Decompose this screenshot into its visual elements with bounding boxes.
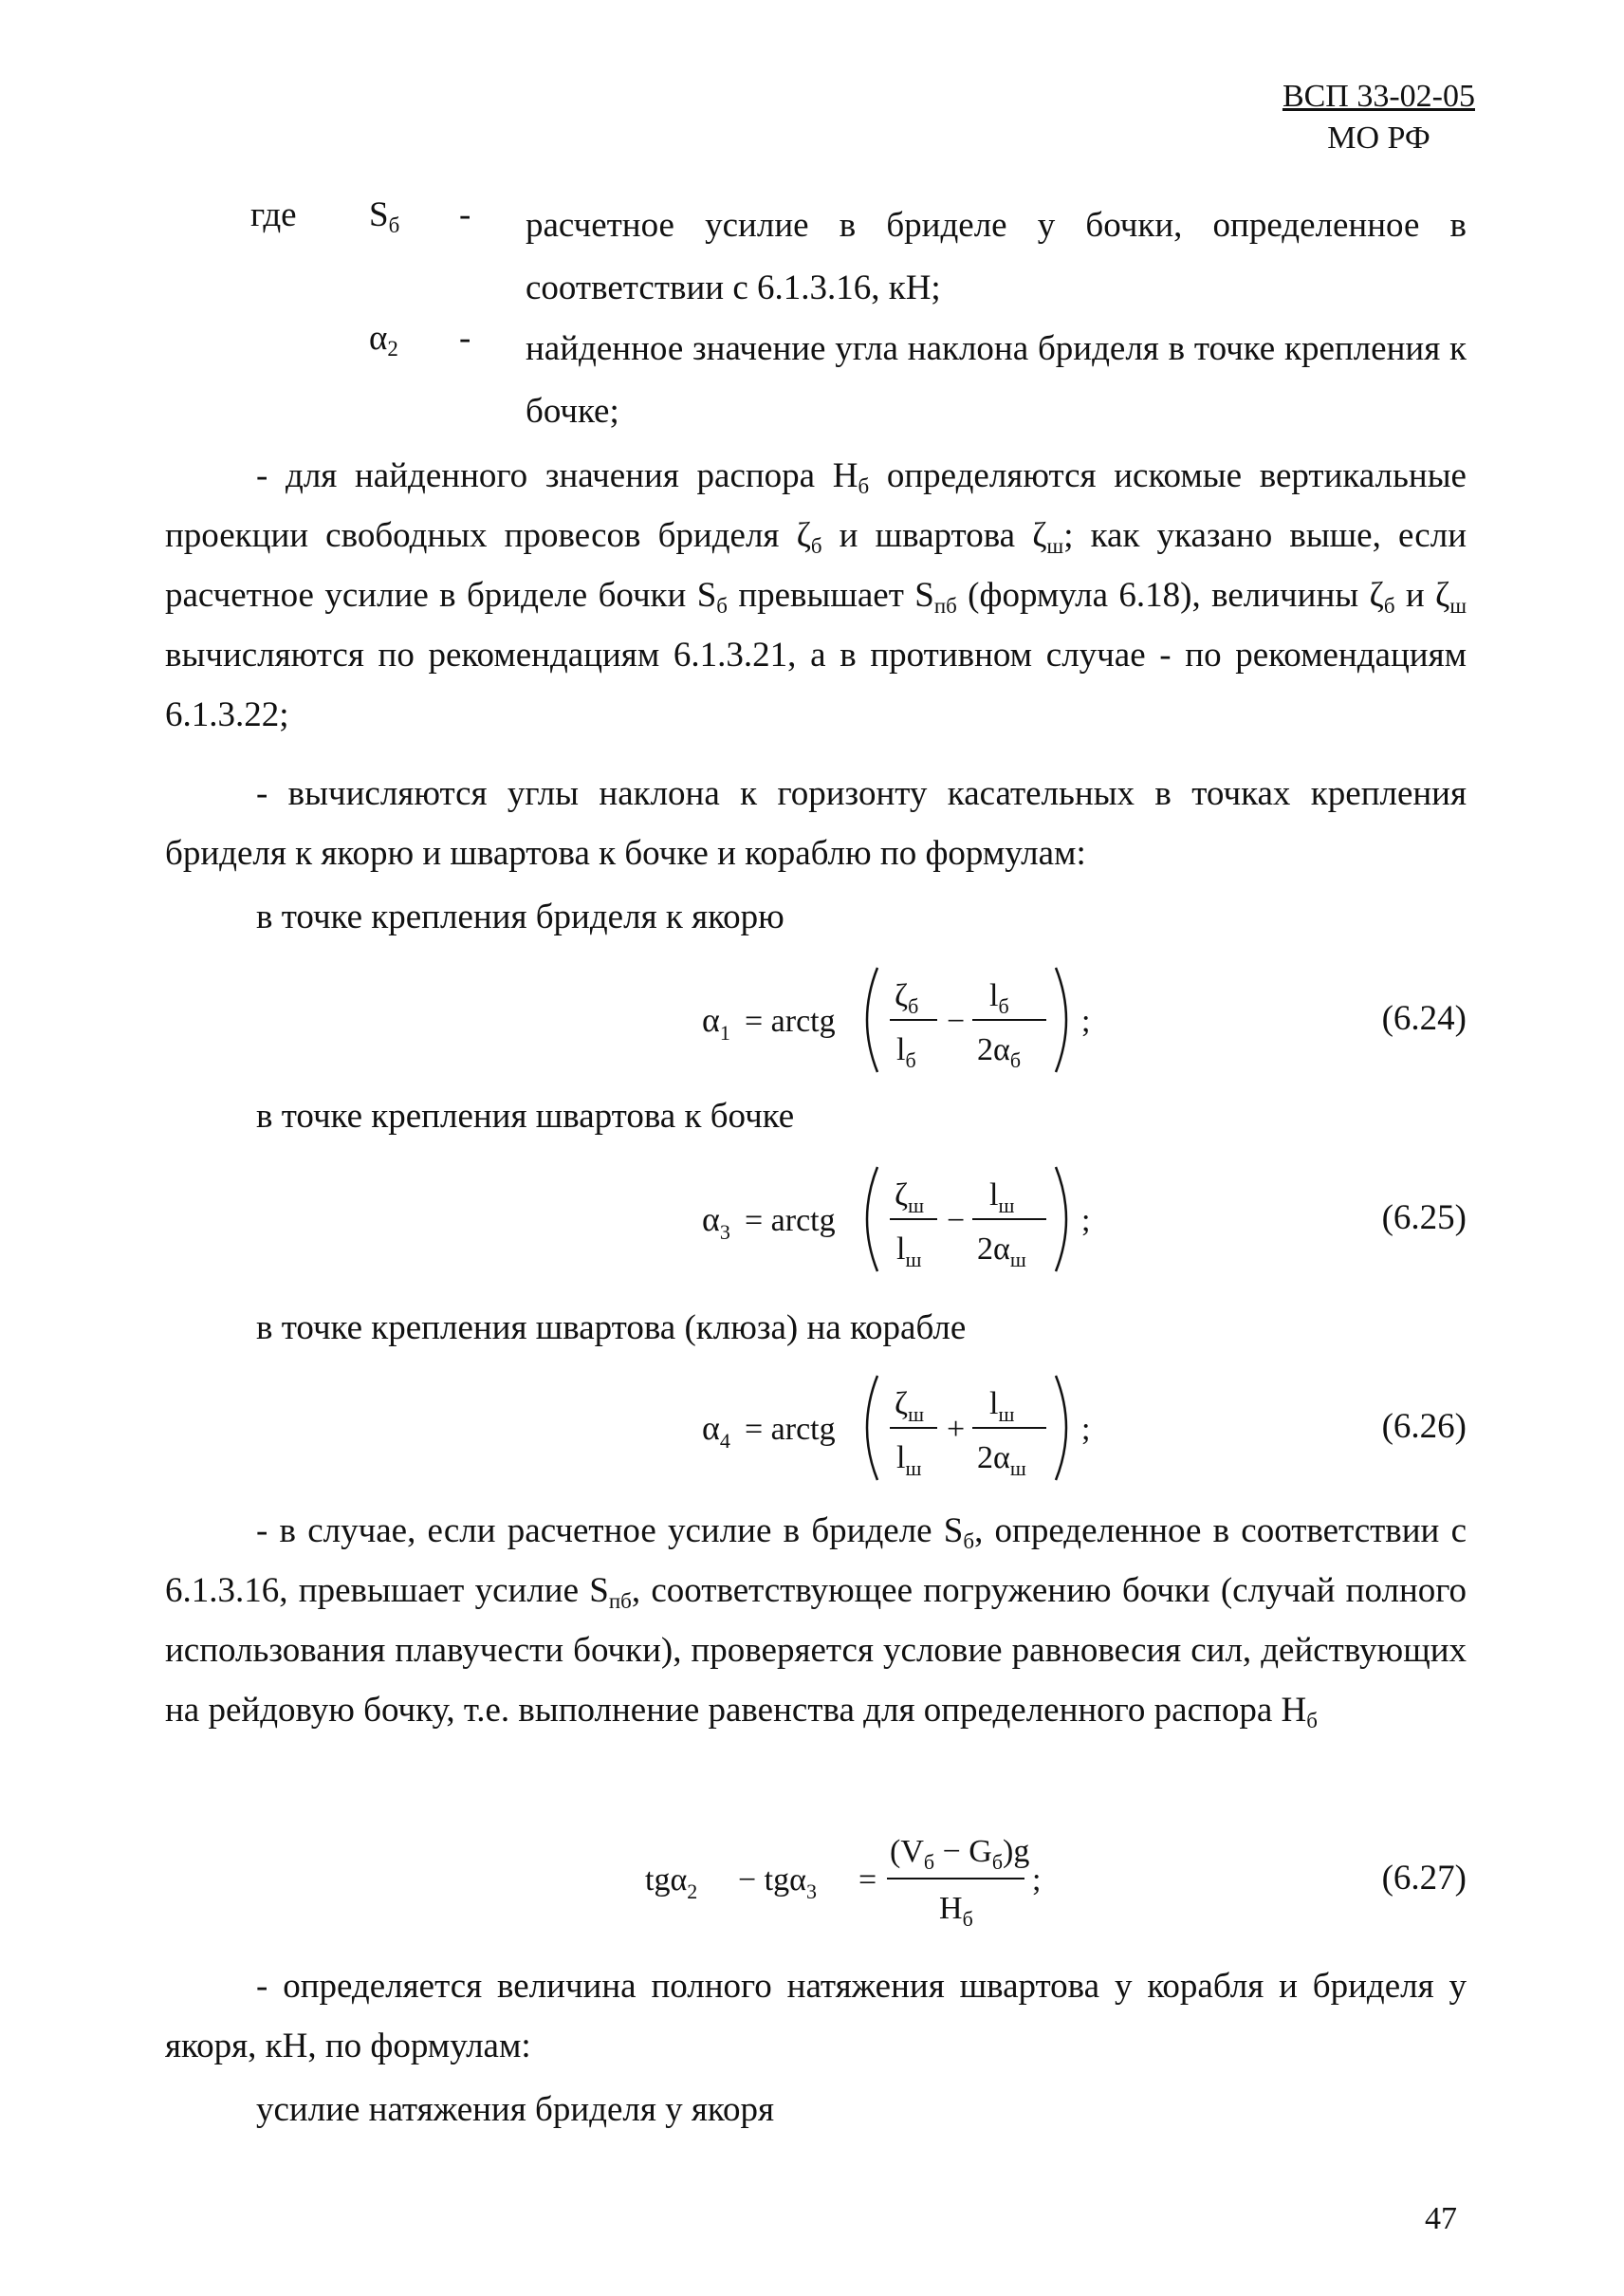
paragraph-angles: - вычисляются углы наклона к горизонту касательных в точках крепления бриделя к якорю и швартова к бочке и кораблю по формулам:	[165, 774, 1467, 873]
formula-6-26-svg	[569, 1361, 1233, 1494]
formula-lhs: $\alpha_3$	[702, 1200, 730, 1244]
definition-symbol: $S_б$	[369, 195, 400, 237]
lead-ship-point: в точке крепления швартова (клюза) на корабле	[256, 1308, 967, 1347]
formula-tail: ;	[1081, 1412, 1091, 1447]
document-code: ВСП 33-02-05	[1282, 79, 1475, 114]
equation-number-6-26: (6.26)	[1381, 1407, 1467, 1446]
formula-lhs: $\alpha_1$	[702, 1001, 730, 1045]
formula-6-24	[569, 954, 1233, 1086]
formula-operator: +	[947, 1412, 966, 1447]
fraction-1-numerator: $\zeta_ш$	[895, 1177, 925, 1217]
fraction-1-numerator: $\zeta_б$	[895, 978, 919, 1018]
definition-text: найденное значение угла наклона бриделя в точке крепления к бочке;	[526, 329, 1467, 431]
formula-numerator: $(V_б - G_б)g$	[890, 1834, 1030, 1874]
formula-6-26	[569, 1361, 1233, 1494]
formula-func: = arctg	[745, 1004, 836, 1039]
formula-func: = arctg	[745, 1412, 836, 1447]
formula-denominator: $H_б$	[939, 1891, 973, 1931]
page-number: 47	[1425, 2201, 1457, 2237]
fraction-1-denominator: $l_б$	[896, 1032, 916, 1072]
left-paren	[867, 1167, 877, 1271]
formula-lhs: $\alpha_4$	[702, 1409, 730, 1453]
equation-number-6-27: (6.27)	[1381, 1859, 1467, 1898]
definition-dash: -	[459, 319, 471, 358]
fraction-1-denominator: $l_ш$	[896, 1440, 922, 1480]
left-paren	[867, 1376, 877, 1480]
definition-symbol: $\alpha_2$	[369, 319, 398, 361]
document-org: МО РФ	[1327, 120, 1430, 156]
definition-dash: -	[459, 195, 471, 234]
formula-operator: −	[947, 1004, 966, 1039]
lead-anchor-tension: усилие натяжения бриделя у якоря	[256, 2090, 774, 2129]
fraction-2-denominator: $2\alpha_ш$	[977, 1231, 1026, 1271]
formula-6-25	[569, 1153, 1233, 1286]
formula-lhs-b: − tgα$_3$	[738, 1862, 817, 1903]
right-paren	[1056, 968, 1066, 1072]
lead-anchor-point: в точке крепления бриделя к якорю	[256, 898, 784, 936]
equation-number-6-24: (6.24)	[1381, 999, 1467, 1038]
definition-text: расчетное усилие в бриделе у бочки, определенное в соответствии с 6.1.3.16, кН;	[526, 206, 1467, 307]
formula-lhs-a: tgα$_2$	[645, 1862, 698, 1903]
formula-func: = arctg	[745, 1203, 836, 1238]
paragraph-equilibrium: - в случае, если расчетное усилие в бриделе $S_б$, определенное в соответствии с 6.1.3.16, превышает усилие $S_{пб}$, соответствующее погружению бочки (случай полного использования плавучести бочки), проверяется условие равновесия сил, действующих на рейдовую бочку, т.е. выполнение равенства для определенного распора $H_б$	[165, 1511, 1467, 1732]
formula-6-25-svg	[569, 1153, 1233, 1286]
fraction-2-numerator: $l_ш$	[989, 1177, 1015, 1217]
formula-6-24-svg	[569, 954, 1233, 1086]
fraction-1-denominator: $l_ш$	[896, 1231, 922, 1271]
definition-alpha-2	[165, 318, 1467, 432]
document-header	[1283, 76, 1475, 159]
equation-number-6-25: (6.25)	[1381, 1198, 1467, 1237]
left-paren	[867, 968, 877, 1072]
definition-s-b	[165, 194, 1467, 308]
formula-tail: ;	[1081, 1203, 1091, 1238]
formula-6-27	[626, 1812, 1290, 1945]
fraction-2-denominator: $2\alpha_б$	[977, 1032, 1022, 1072]
definition-lead: где	[250, 195, 297, 234]
formula-tail: ;	[1081, 1004, 1091, 1039]
lead-buoy-point: в точке крепления швартова к бочке	[256, 1097, 795, 1136]
fraction-1-numerator: $\zeta_ш$	[895, 1386, 925, 1426]
fraction-2-numerator: $l_б$	[989, 978, 1009, 1018]
formula-tail: ;	[1032, 1862, 1042, 1898]
right-paren	[1056, 1376, 1066, 1480]
fraction-2-denominator: $2\alpha_ш$	[977, 1440, 1026, 1480]
formula-operator: −	[947, 1203, 966, 1238]
formula-6-27-svg	[626, 1812, 1290, 1945]
paragraph-projections: - для найденного значения распора $H_б$ определяются искомые вертикальные проекции свободных провесов бриделя $\zeta_б$ и швартова $\zeta_ш$; как указано выше, если расчетное усилие в бриделе бочки $S_б$ превышает $S_{пб}$ (формула 6.18), величины $\zeta_б$ и $\zeta_ш$ вычисляются по рекомендациям 6.1.3.21, а в противном случае - по рекомендациям 6.1.3.22;	[165, 456, 1467, 734]
paragraph-tension: - определяется величина полного натяжения швартова у корабля и бриделя у якоря, кН, по формулам:	[165, 1967, 1467, 2065]
formula-eq: =	[858, 1862, 877, 1898]
right-paren	[1056, 1167, 1066, 1271]
fraction-2-numerator: $l_ш$	[989, 1386, 1015, 1426]
